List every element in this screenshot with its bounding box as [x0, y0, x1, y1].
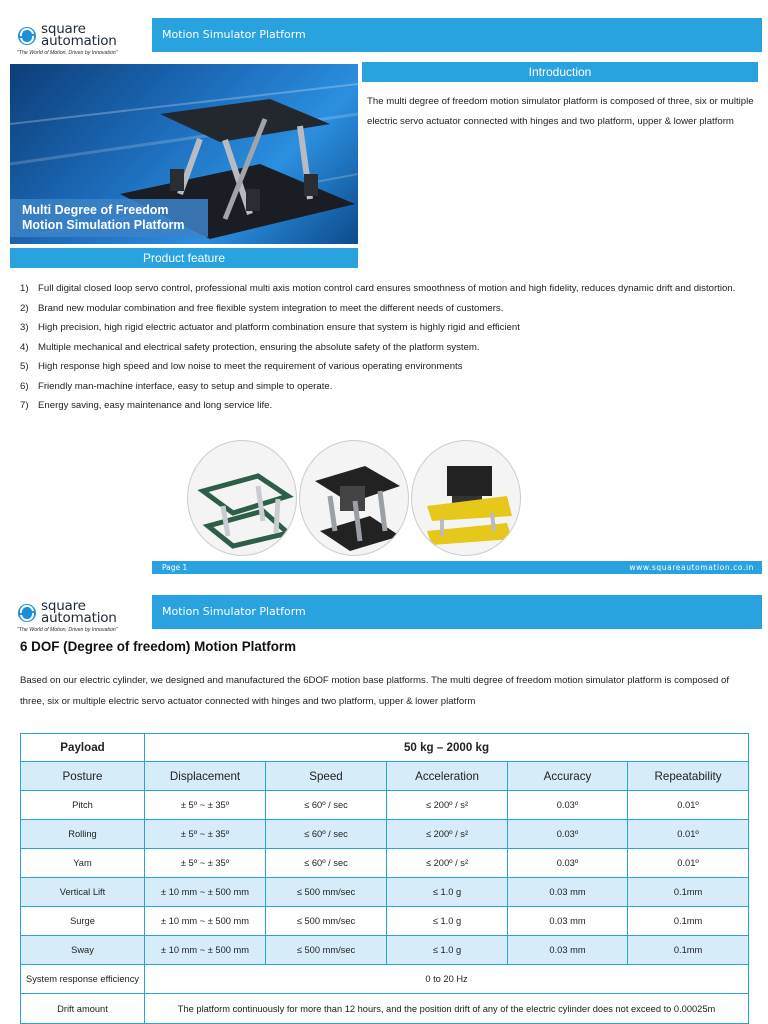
- table-cell: ± 5º ~ ± 35º: [145, 791, 266, 820]
- introduction-text: The multi degree of freedom motion simulator platform is composed of three, six or multiple electric servo actuator connected with hinges and two platform, upper & lower platform: [367, 96, 754, 127]
- yellow-platform-image: [411, 440, 521, 556]
- black-platform-image: [299, 440, 409, 556]
- header-title: Motion Simulator Platform: [152, 595, 762, 629]
- logo-name: square automation: [41, 21, 117, 49]
- banner-image: [10, 64, 358, 244]
- list-item: 1) Full digital closed loop servo control, professional multi axis motion control card ensures smoothness of motion and high fidelity, reduces dynamic drift and distortion.: [20, 283, 736, 294]
- page-footer: [152, 561, 762, 574]
- payload-value: 50 kg – 2000 kg: [145, 734, 749, 762]
- table-row: [21, 878, 749, 907]
- logo-tagline: "The World of Motion, Driven by Innovation": [17, 50, 118, 56]
- logo-tagline: "The World of Motion, Driven by Innovation": [17, 627, 118, 633]
- website-link[interactable]: www.squareautomation.co.in: [629, 563, 754, 572]
- table-cell: ≤ 200º / s²: [387, 849, 508, 878]
- table-cell: ± 5º ~ ± 35º: [145, 849, 266, 878]
- table-cell: 0.1mm: [628, 936, 749, 965]
- company-logo: [15, 600, 145, 638]
- logo-swirl-icon: [17, 603, 37, 623]
- column-header: Displacement: [145, 762, 266, 791]
- table-cell: Vertical Lift: [21, 878, 145, 907]
- response-label: System response efficiency: [21, 965, 145, 994]
- list-item: 6) Friendly man-machine interface, easy to setup and simple to operate.: [20, 380, 333, 392]
- header-title: Motion Simulator Platform: [152, 18, 762, 52]
- table-cell: Yam: [21, 849, 145, 878]
- drift-row: [21, 994, 749, 1024]
- column-header: Posture: [21, 762, 145, 791]
- table-cell: ± 10 mm ~ ± 500 mm: [145, 936, 266, 965]
- table-cell: ± 5º ~ ± 35º: [145, 820, 266, 849]
- column-header: Accuracy: [508, 762, 628, 791]
- list-item: 7) Energy saving, easy maintenance and long service life.: [20, 400, 273, 411]
- table-cell: 0.01º: [628, 849, 749, 878]
- table-row: [21, 907, 749, 936]
- table-cell: 0.1mm: [628, 907, 749, 936]
- payload-row: [21, 734, 749, 762]
- platform-description: Based on our electric cylinder, we designed and manufactured the 6DOF motion base platforms. The multi degree of freedom motion simulator platform is composed of three, six or multiple electric servo actuator connected with hinges and two platform, upper & lower platform: [20, 675, 730, 707]
- table-cell: ≤ 200º / s²: [387, 791, 508, 820]
- table-cell: 0.03º: [508, 791, 628, 820]
- logo-swirl-icon: [17, 26, 37, 46]
- page1-header: [0, 18, 768, 62]
- table-cell: Sway: [21, 936, 145, 965]
- page2-header: [0, 595, 768, 639]
- table-cell: ≤ 500 mm/sec: [266, 936, 387, 965]
- table-cell: ± 10 mm ~ ± 500 mm: [145, 878, 266, 907]
- table-cell: ≤ 1.0 g: [387, 936, 508, 965]
- table-cell: ≤ 500 mm/sec: [266, 878, 387, 907]
- table-row: [21, 849, 749, 878]
- table-cell: Rolling: [21, 820, 145, 849]
- column-header: Repeatability: [628, 762, 749, 791]
- table-cell: ≤ 1.0 g: [387, 878, 508, 907]
- product-thumbnails: [187, 440, 527, 558]
- payload-label: Payload: [21, 734, 145, 762]
- list-item: 5) High response high speed and low noise to meet the requirement of various operating environments: [20, 361, 463, 372]
- table-cell: 0.03 mm: [508, 936, 628, 965]
- table-cell: ≤ 200º / s²: [387, 820, 508, 849]
- table-cell: Surge: [21, 907, 145, 936]
- response-row: [21, 965, 749, 994]
- table-cell: 0.03 mm: [508, 907, 628, 936]
- green-platform-image: [187, 440, 297, 556]
- table-cell: ≤ 60º / sec: [266, 820, 387, 849]
- table-cell: 0.01º: [628, 820, 749, 849]
- table-cell: 0.03 mm: [508, 878, 628, 907]
- response-value: 0 to 20 Hz: [145, 965, 749, 994]
- product-feature-label: Product feature: [10, 248, 358, 268]
- feature-list: [20, 279, 748, 416]
- table-cell: 0.03º: [508, 849, 628, 878]
- column-header: Speed: [266, 762, 387, 791]
- table-row: [21, 820, 749, 849]
- table-cell: 0.1mm: [628, 878, 749, 907]
- list-item: 2) Brand new modular combination and free flexible system integration to meet the different needs of customers.: [20, 302, 504, 314]
- drift-value: The platform continuously for more than 12 hours, and the position drift of any of the electric cylinder does not exceed to 0.00025m: [145, 994, 749, 1024]
- table-cell: 0.01º: [628, 791, 749, 820]
- table-cell: 0.03º: [508, 820, 628, 849]
- column-header: Acceleration: [387, 762, 508, 791]
- table-header-row: [21, 762, 749, 791]
- banner-caption: Multi Degree of Freedom Motion Simulation Platform: [10, 199, 208, 237]
- introduction-label: Introduction: [362, 62, 758, 82]
- table-cell: ≤ 60º / sec: [266, 791, 387, 820]
- table-row: [21, 936, 749, 965]
- logo-name: square automation: [41, 598, 117, 626]
- list-item: 3) High precision, high rigid electric actuator and platform combination ensure that system is highly rigid and efficient: [20, 322, 520, 333]
- table-cell: ≤ 1.0 g: [387, 907, 508, 936]
- drift-label: Drift amount: [21, 994, 145, 1024]
- page-number: Page 1: [162, 563, 188, 572]
- spec-table: [20, 733, 749, 1024]
- page-title: 6 DOF (Degree of freedom) Motion Platform: [20, 639, 297, 654]
- table-row: [21, 791, 749, 820]
- list-item: 4) Multiple mechanical and electrical safety protection, ensuring the absolute safety of the platform system.: [20, 341, 480, 353]
- table-cell: ± 10 mm ~ ± 500 mm: [145, 907, 266, 936]
- company-logo: [15, 23, 145, 61]
- table-cell: ≤ 500 mm/sec: [266, 907, 387, 936]
- table-cell: Pitch: [21, 791, 145, 820]
- table-cell: ≤ 60º / sec: [266, 849, 387, 878]
